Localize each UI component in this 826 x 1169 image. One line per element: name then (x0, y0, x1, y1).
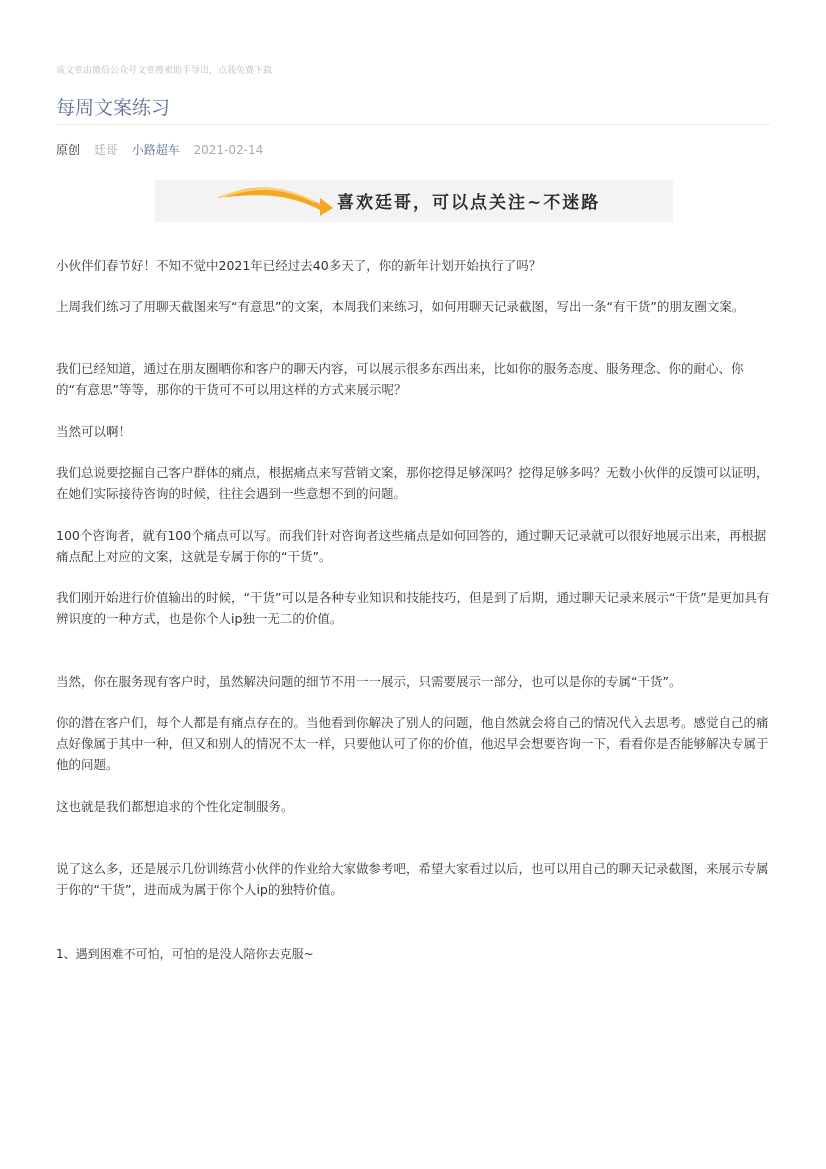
paragraph: 我们已经知道，通过在朋友圈晒你和客户的聊天内容，可以展示很多东西出来，比如你的服务态度、服务理念、你的耐心、你的“有意思”等等，那你的干货可不可以用这样的方式来展示呢？ (56, 361, 744, 397)
original-label: 原创 (56, 143, 81, 157)
publish-date: 2021-02-14 (193, 143, 264, 157)
paragraph: 上周我们练习了用聊天截图来写“有意思”的文案，本周我们来练习，如何用聊天记录截图，写出一条“有干货”的朋友圈文案。 (56, 299, 745, 314)
export-note-link[interactable]: 该文章由微信公众号文章搜索助手导出，点我免费下载 (56, 66, 273, 76)
follow-banner (155, 180, 673, 222)
paragraph: 当然，你在服务现有客户时，虽然解决问题的细节不用一一展示，只需要展示一部分，也可以是你的专属“干货”。 (56, 674, 682, 689)
title-divider (56, 124, 770, 125)
article-meta (56, 141, 273, 158)
paragraph: 这也就是我们都想追求的个性化定制服务。 (56, 799, 294, 814)
paragraph: 你的潜在客户们，每个人都是有痛点存在的。当他看到你解决了别人的问题，他自然就会将自己的情况代入去思考。感觉自己的痛点好像属于其中一种，但又和别人的情况不太一样，只要他认可了你的价值，他迟早会想要咨询一下，看看你是否能够解决专属于他的问题。 (56, 715, 769, 772)
paragraph: 100个咨询者，就有100个痛点可以写。而我们针对咨询者这些痛点是如何回答的，通过聊天记录就可以很好地展示出来，再根据痛点配上对应的文案，这就是专属于你的“干货”。 (56, 528, 767, 564)
paragraph: 1、遇到困难不可怕，可怕的是没人陪你去克服~ (56, 947, 314, 961)
paragraph: 我们刚开始进行价值输出的时候，“干货”可以是各种专业知识和技能技巧，但是到了后期，通过聊天记录来展示“干货”是更加具有辨识度的一种方式，也是你个人ip独一无二的价值。 (56, 590, 770, 626)
page-title: 每周文案练习 (56, 97, 171, 119)
banner-text: 喜欢廷哥，可以点关注~不迷路 (337, 193, 601, 213)
paragraph: 说了这么多，还是展示几份训练营小伙伴的作业给大家做参考吧，希望大家看过以后，也可以用自己的聊天记录截图，来展示专属于你的“干货”，进而成为属于你个人ip的独特价值。 (56, 861, 769, 897)
paragraph: 当然可以啊！ (56, 424, 132, 439)
paragraph: 小伙伴们春节好！不知不觉中2021年已经过去40多天了，你的新年计划开始执行了吗？ (56, 258, 542, 273)
account-link[interactable]: 小路超车 (131, 143, 180, 157)
paragraph: 我们总说要挖掘自己客户群体的痛点，根据痛点来写营销文案，那你挖得足够深吗？挖得足够多吗？无数小伙伴的反馈可以证明，在她们实际接待咨询的时候，往往会遇到一些意想不到的问题。 (56, 465, 769, 501)
author-name: 廷哥 (93, 143, 118, 157)
